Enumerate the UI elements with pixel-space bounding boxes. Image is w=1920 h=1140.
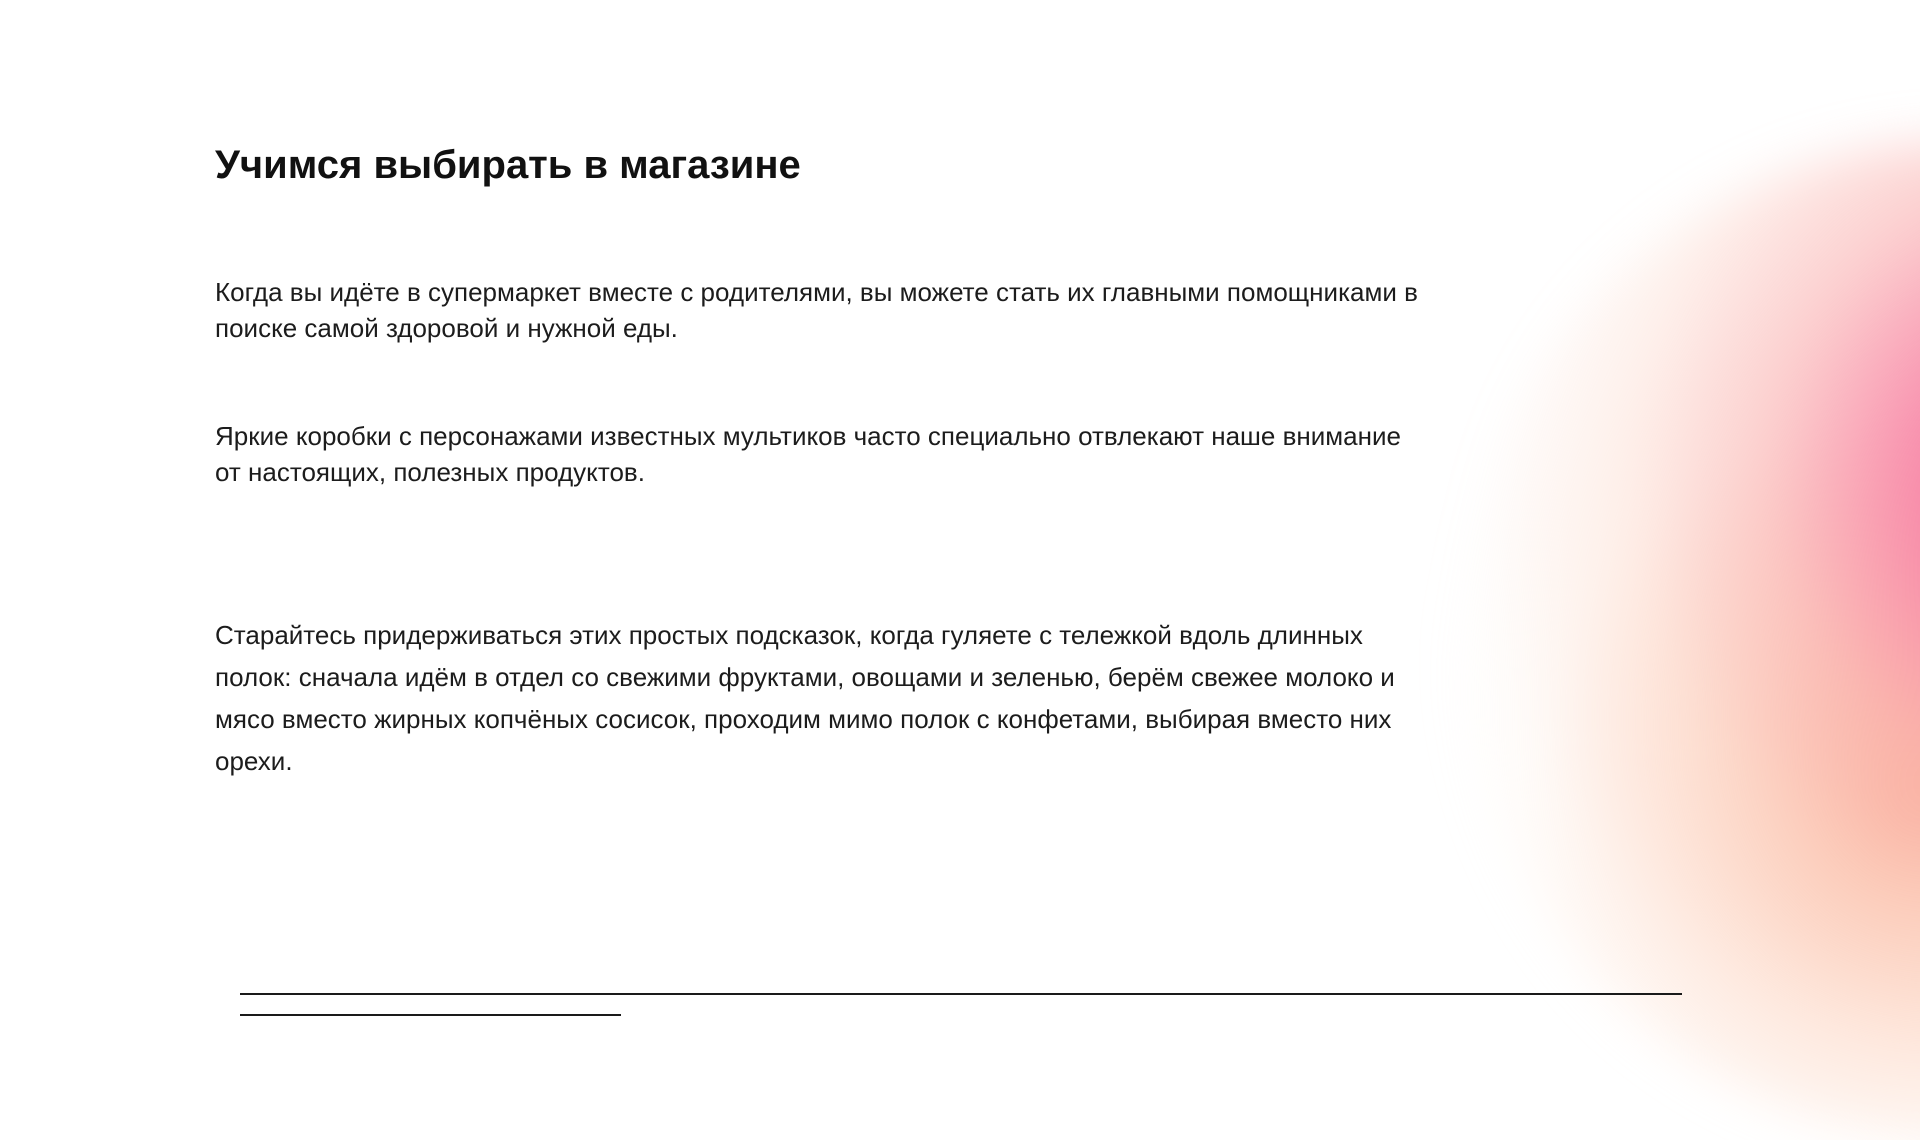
slide-title: Учимся выбирать в магазине	[215, 143, 801, 187]
paragraph-line: мясо вместо жирных копчёных сосисок, проходим мимо полок с конфетами, выбирая вместо них	[215, 704, 1392, 734]
paragraph-intro	[215, 274, 1515, 346]
paragraph-boxes	[215, 418, 1515, 490]
paragraph-line: Яркие коробки с персонажами известных мультиков часто специально отвлекают наше внимание	[215, 421, 1401, 451]
paragraph-line: от настоящих, полезных продуктов.	[215, 457, 645, 487]
paragraph-line: поиске самой здоровой и нужной еды.	[215, 313, 678, 343]
footer-divider-long	[240, 993, 1682, 995]
paragraph-line: Старайтесь придерживаться этих простых подсказок, когда гуляете с тележкой вдоль длинных	[215, 620, 1363, 650]
paragraph-line: полок: сначала идём в отдел со свежими фруктами, овощами и зеленью, берём свежее молоко и	[215, 662, 1395, 692]
paragraph-tips	[215, 614, 1515, 782]
footer-divider-short	[240, 1014, 621, 1016]
paragraph-line: орехи.	[215, 746, 293, 776]
decorative-gradient-blob	[1460, 140, 1920, 1140]
paragraph-line: Когда вы идёте в супермаркет вместе с родителями, вы можете стать их главными помощниками в	[215, 277, 1418, 307]
